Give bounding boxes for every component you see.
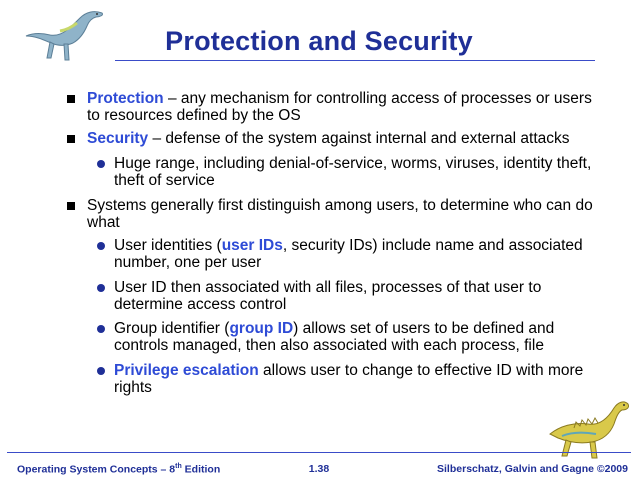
bullet-text	[87, 197, 602, 231]
round-bullet-icon	[97, 325, 105, 333]
bullet-body-end: , security IDs) include name and associated number, one per user	[114, 237, 583, 271]
footer-title-text: Operating System Concepts – 8	[17, 463, 176, 476]
highlight-term: Privilege escalation	[114, 362, 259, 379]
bullet-text	[114, 279, 594, 313]
bullet-text	[114, 320, 594, 354]
highlight-term: Protection	[87, 90, 164, 107]
highlight-term: user IDs	[221, 237, 283, 254]
bullet-body: User ID then associated with all files, processes of that user to determine access control	[114, 279, 542, 313]
square-bullet-icon	[67, 95, 75, 103]
bullet-body: – defense of the system against internal and external attacks	[148, 130, 570, 147]
footer-title-suffix: Edition	[181, 463, 221, 476]
round-bullet-icon	[97, 284, 105, 292]
bullet-text	[114, 362, 594, 396]
square-bullet-icon	[67, 135, 75, 143]
bullet-body-end: allows user to change to effective ID with more rights	[114, 362, 584, 396]
bullet-body: User identities (	[114, 237, 222, 254]
footer-page-number: 1.38	[308, 463, 330, 475]
footer-divider	[7, 452, 631, 453]
highlight-term: group ID	[229, 320, 294, 337]
highlight-term: Security	[87, 130, 149, 147]
bullet-text	[87, 90, 602, 124]
bullet-text	[114, 237, 594, 271]
footer-title-sup: th	[175, 463, 182, 470]
bullet-body: – any mechanism for controlling access of processes or users to resources defined by the OS	[87, 90, 592, 124]
bullet-body: Huge range, including denial-of-service, worms, viruses, identity theft, theft of service	[114, 155, 592, 189]
round-bullet-icon	[97, 160, 105, 168]
bullet-body-end: ) allows set of users to be defined and controls managed, then also associated with each process, file	[114, 320, 555, 354]
square-bullet-icon	[67, 202, 75, 210]
round-bullet-icon	[97, 242, 105, 250]
slide-title: Protection and Security	[165, 26, 473, 56]
bullet-body: Group identifier (	[114, 320, 230, 337]
round-bullet-icon	[97, 367, 105, 375]
bullet-text	[87, 130, 602, 147]
footer-copyright: Silberschatz, Galvin and Gagne ©2009	[437, 463, 628, 475]
bullet-body: Systems generally first distinguish among users, to determine who can do what	[87, 197, 593, 231]
bullet-text	[114, 155, 594, 189]
